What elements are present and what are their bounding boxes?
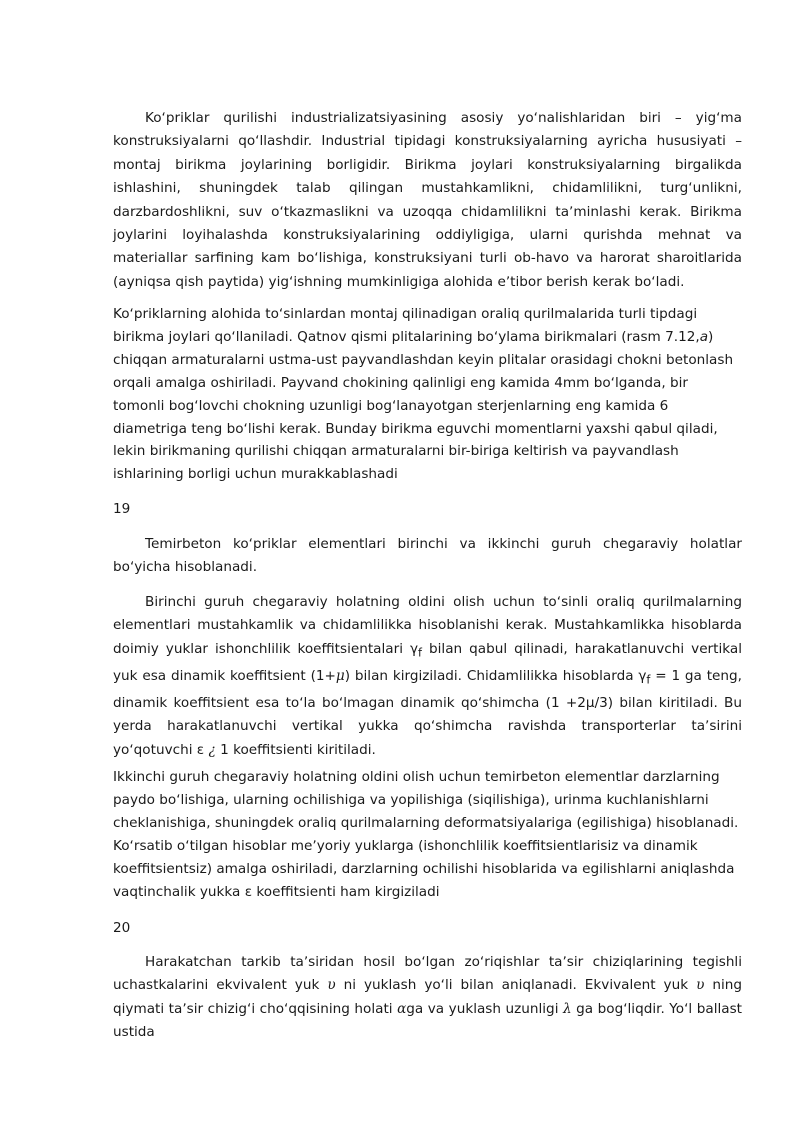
paragraph-joint-types [113,303,742,486]
paragraph-text: Birinchi guruh chegaraviy holatning oldini olish uchun toʻsinli oraliq qurilmalarning elementlari mustahkamlik va chidamlilikka hisoblanishi kerak. Mustahkamlikka hisoblarda doimiy yuklar ishonchlilik koeffitsientalari γ [113,594,742,657]
paragraph-text: ga bogʻliqdir. Yoʻl ballast ustida [113,1000,742,1041]
page-number: 19 [113,501,131,517]
paragraph-text: bilan qabul qilinadi, harakatlanuvchi vertikal yuk esa dinamik koeffitsient (1+ [113,640,742,684]
subscript-f: f [418,645,423,660]
paragraph-precast-structures [113,107,742,294]
lambda-symbol: λ [563,1000,572,1017]
paragraph-text: Ikkinchi guruh chegaraviy holatning oldini olish uchun temirbeton elementlar darzlarning paydo boʻlishiga, ularning ochilishiga va yopilishiga (siqilishiga), urinma kuchlanishlarni cheklanishiga, shuningdek oraliq qurilmalarning deformatsiyalariga (egilishiga) hisoblanadi. Koʻrsatib oʻtilgan hisoblar meʼyoriy yuklarga (ishonchlilik koeffitsientlarisiz va dinamik koeffitsientsiz) amalga oshiriladi, darzlarning ochilishi hisoblarida va egilishlarni aniqlashda vaqtinchalik yukka ε koeffitsienti ham kirgiziladi [113,769,739,900]
mu-symbol: μ [335,667,345,684]
paragraph-text: ) bilan kirgiziladi. Chidamlilikka hisoblarda γ [344,667,647,684]
paragraph-limit-states [113,533,742,580]
paragraph-text: ning qiymati taʼsir chizigʻi choʻqqisining holati [113,977,742,1017]
paragraph-text: Harakatchan tarkib taʼsiridan hosil boʻlgan zoʻriqishlar taʼsir chiziqlarining tegishli uchastkalarini ekvivalent yuk [113,954,742,994]
alpha-symbol: α [397,1000,407,1017]
paragraph-text: ga va yuklash uzunligi [406,1000,563,1017]
paragraph-first-group [113,591,742,762]
figure-letter: a [699,328,709,345]
paragraph-text: Temirbeton koʻpriklar elementlari birinchi va ikkinchi guruh chegaraviy holatlar boʻyicha hisoblanadi. [113,536,742,576]
paragraph-text: = 1 ga teng, dinamik koeffitsient esa toʻla boʻlmagan dinamik qoʻshimcha (1 +2μ/3) bilan kiritiladi. Bu yerda harakatlanuvchi vertikal yukka qoʻshimcha ravishda transporterlar taʼsirini yoʻqotuvchi ε [113,667,742,758]
inverted-question-glyph: ¿ [208,741,216,758]
paragraph-second-group [113,766,742,903]
upsilon-symbol: υ [327,977,336,994]
subscript-f: f [646,672,651,687]
upsilon-symbol: υ [696,977,705,994]
paragraph-text: Koʻpriklar qurilishi industrializatsiyasining asosiy yoʻnalishlaridan biri – yigʻma konstruksiyalarni qoʻllashdir. Industrial tipidagi konstruksiyalarning ayricha hususiyati – montaj birikma joylarining borligidir. Birikma joylari konstruksiyalarning birgalikda ishlashini, shuningdek talab qilingan mustahkamlikni, chidamlilikni, turgʻunlikni, darzbardoshlikni, suv oʻtkazmaslikni va uzoqqa chidamlilikni taʼminlashi kerak. Birikma joylarini loyihalashda konstruksiyalarining oddiyligiga, ularni qurishda mehnat va materiallar sarfining kam boʻlishiga, konstruksiyani turli ob-havo va harorat sharoitlarida (ayniqsa qish paytida) yigʻishning mumkinligiga alohida eʼtibor berish kerak boʻladi. [113,110,742,290]
page-number: 20 [113,920,131,936]
paragraph-text: ni yuklash yoʻli bilan aniqlanadi. Ekvivalent yuk [335,977,697,994]
paragraph-text: ) chiqqan armaturalarni ustma-ust payvandlashdan keyin plitalar orasidagi chokni betonlash orqali amalga oshiriladi. Payvand chokining qalinligi eng kamida 4mm boʻlganda, bir tomonli bogʻlovchi chokning uzunligi bogʻlanayotgan sterjenlarning eng kamida 6 diametriga teng boʻlishi kerak. Bunday birikma eguvchi momentlarni yaxshi qabul qiladi, lekin birikmaning qurilishi chiqqan armaturalarni bir-biriga keltirish va payvandlash ishlarining borligi uchun murakkablashadi [113,328,734,483]
paragraph-equivalent-load [113,951,742,1045]
paragraph-text: Koʻpriklarning alohida toʻsinlardan montaj qilinadigan oraliq qurilmalarida turli tipdagi birikma joylari qoʻllaniladi. Qatnov qismi plitalarining boʻylama birikmalari (rasm 7.12, [113,306,700,345]
paragraph-text: 1 koeffitsienti kiritiladi. [215,741,376,758]
